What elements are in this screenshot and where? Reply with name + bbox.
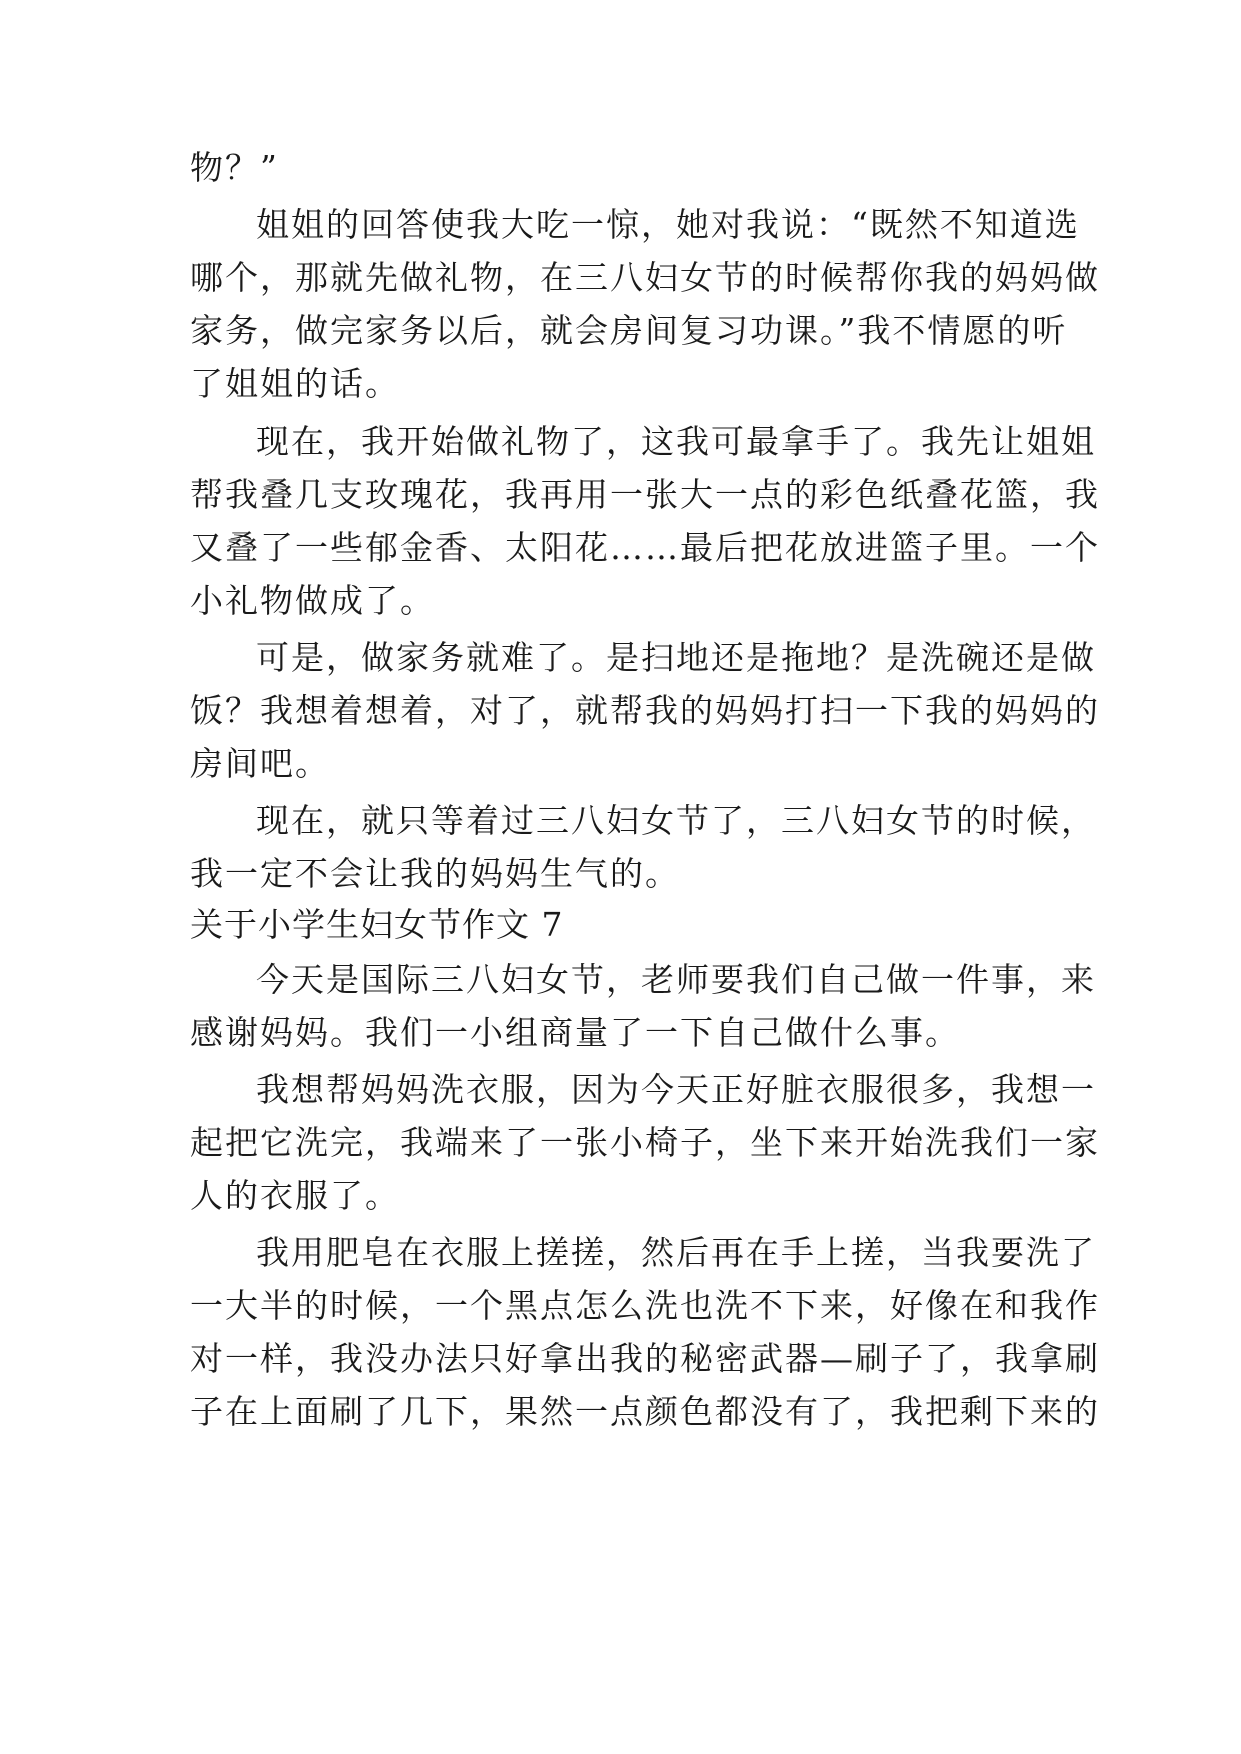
text-line: 房间吧。 <box>190 744 330 783</box>
paragraph-first-line: 姐姐的回答使我大吃一惊，她对我说：“既然不知道选 <box>256 205 1080 244</box>
text-line: 小礼物做成了。 <box>190 581 435 620</box>
text-line: 起把它洗完，我端来了一张小椅子，坐下来开始洗我们一家 <box>190 1123 1100 1162</box>
text-line: 感谢妈妈。我们一小组商量了一下自己做什么事。 <box>190 1013 960 1052</box>
paragraph-first-line: 现在，我开始做礼物了，这我可最拿手了。我先让姐姐 <box>256 422 1096 461</box>
paragraph-first-line: 我用肥皂在衣服上搓搓，然后再在手上搓，当我要洗了 <box>256 1233 1096 1272</box>
text-line: 对一样，我没办法只好拿出我的秘密武器—刷子了，我拿刷 <box>190 1339 1100 1378</box>
paragraph-first-line: 现在，就只等着过三八妇女节了，三八妇女节的时候， <box>256 801 1096 840</box>
text-line: 了姐姐的话。 <box>190 364 400 403</box>
paragraph-first-line: 今天是国际三八妇女节，老师要我们自己做一件事，来 <box>256 960 1096 999</box>
paragraph-first-line: 可是，做家务就难了。是扫地还是拖地？是洗碗还是做 <box>256 638 1096 677</box>
text-line: 物？” <box>190 148 279 187</box>
paragraph-first-line: 我想帮妈妈洗衣服，因为今天正好脏衣服很多，我想一 <box>256 1070 1096 1109</box>
text-line: 人的衣服了。 <box>190 1176 400 1215</box>
section-heading: 关于小学生妇女节作文 7 <box>190 905 564 944</box>
text-line: 我一定不会让我的妈妈生气的。 <box>190 854 680 893</box>
text-line: 一大半的时候，一个黑点怎么洗也洗不下来，好像在和我作 <box>190 1286 1100 1325</box>
text-line: 又叠了一些郁金香、太阳花……最后把花放进篮子里。一个 <box>190 528 1100 567</box>
text-line: 家务，做完家务以后，就会房间复习功课。”我不情愿的听 <box>190 311 1068 350</box>
text-line: 帮我叠几支玫瑰花，我再用一张大一点的彩色纸叠花篮，我 <box>190 475 1100 514</box>
text-line: 饭？我想着想着，对了，就帮我的妈妈打扫一下我的妈妈的 <box>190 691 1100 730</box>
text-line: 子在上面刷了几下，果然一点颜色都没有了，我把剩下来的 <box>190 1392 1100 1431</box>
text-line: 哪个，那就先做礼物，在三八妇女节的时候帮你我的妈妈做 <box>190 258 1100 297</box>
